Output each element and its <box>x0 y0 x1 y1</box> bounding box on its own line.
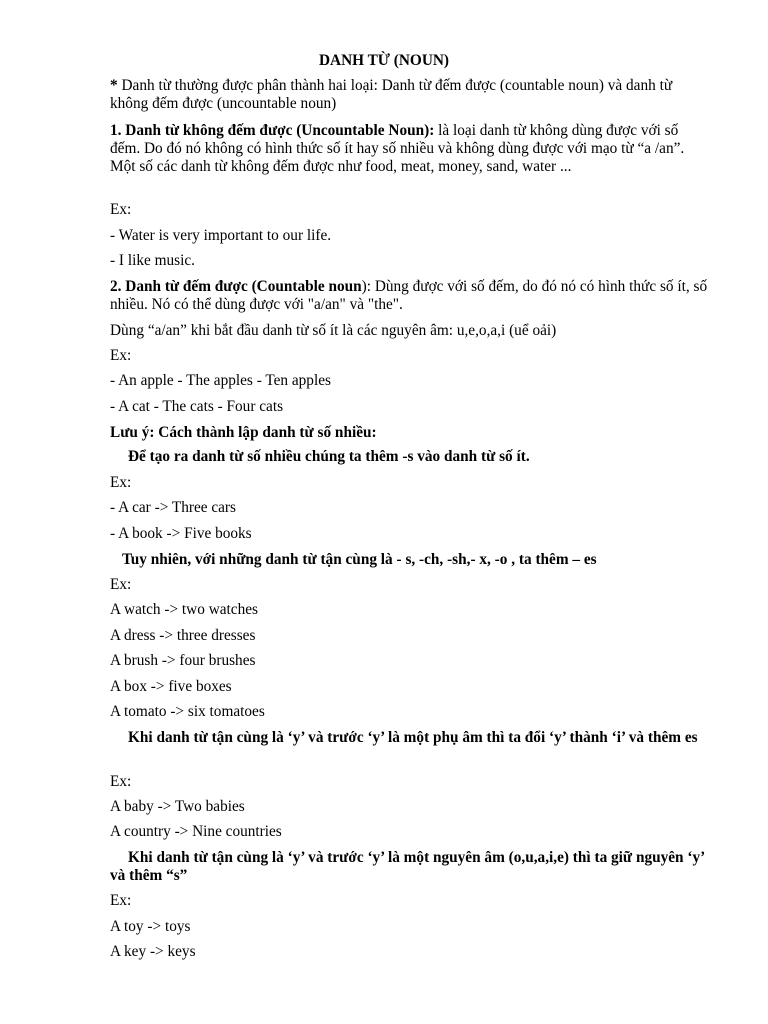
rule2-text: Tuy nhiên, với những danh từ tận cùng là - s, -ch, -sh,- x, -o , ta thêm – es <box>122 551 597 568</box>
section1-text: là loại danh từ không dùng được với số đếm. Do đó nó không có hình thức số ít hay số nhiều và không dùng được với mạo từ “a /an”. Một số các danh từ không đếm được như food, meat, money, sand, water ... <box>110 122 685 175</box>
rule2-example: A dress -> three dresses <box>110 627 256 644</box>
rule4-ex-label: Ex: <box>110 892 132 909</box>
section2-paragraph <box>110 278 710 314</box>
rule2-example: A brush -> four brushes <box>110 652 256 669</box>
rule4-text: Khi danh từ tận cùng là ‘y’ và trước ‘y’ là một nguyên âm (o,u,a,i,e) thì ta giữ nguyên ‘y’ và thêm “s” <box>110 849 705 884</box>
rule2-example: A box -> five boxes <box>110 678 232 695</box>
intro-paragraph <box>110 77 710 113</box>
section1-heading: 1. Danh từ không đếm được (Uncountable Noun): <box>110 122 435 139</box>
rule1-example: - A car -> Three cars <box>110 499 236 516</box>
section1-ex-label: Ex: <box>110 201 132 218</box>
rule4-example: A toy -> toys <box>110 918 191 935</box>
rule2-example: A tomato -> six tomatoes <box>110 703 265 720</box>
rule2-example: A watch -> two watches <box>110 601 258 618</box>
rule3-example: A baby -> Two babies <box>110 798 245 815</box>
rule3-text: Khi danh từ tận cùng là ‘y’ và trước ‘y’ là một phụ âm thì ta đổi ‘y’ thành ‘i’ và thêm es <box>128 729 698 746</box>
page-title: DANH TỪ (NOUN) <box>318 52 450 69</box>
intro-text: Danh từ thường được phân thành hai loại: Danh từ đếm được (countable noun) và danh từ không đếm được (uncountable noun) <box>110 77 673 112</box>
rule-heading: Lưu ý: Cách thành lập danh từ số nhiều: <box>110 424 377 441</box>
section2-text: ): Dùng được với số đếm, do đó nó có hình thức số ít, số nhiều. Nó có thể dùng được với "a/an" và "the". <box>110 278 708 313</box>
section1-paragraph <box>110 122 710 176</box>
section1-example: - Water is very important to our life. <box>110 227 332 244</box>
rule3-ex-label: Ex: <box>110 773 132 790</box>
section2-example: - A cat - The cats - Four cats <box>110 398 284 415</box>
section2-ex-label: Ex: <box>110 347 132 364</box>
rule4-example: A key -> keys <box>110 943 196 960</box>
section2-note: Dùng “a/an” khi bắt đầu danh từ số ít là các nguyên âm: u,e,o,a,i (uể oải) <box>110 322 557 339</box>
rule1-text: Để tạo ra danh từ số nhiều chúng ta thêm -s vào danh từ số ít. <box>128 448 530 465</box>
section1-example: - I like music. <box>110 252 195 269</box>
section2-heading: 2. Danh từ đếm được (Countable noun <box>110 278 362 295</box>
intro-star: * <box>110 77 118 94</box>
rule2-ex-label: Ex: <box>110 576 132 593</box>
rule1-ex-label: Ex: <box>110 474 132 491</box>
section2-example: - An apple - The apples - Ten apples <box>110 372 331 389</box>
rule3-example: A country -> Nine countries <box>110 823 282 840</box>
rule1-example: - A book -> Five books <box>110 525 252 542</box>
